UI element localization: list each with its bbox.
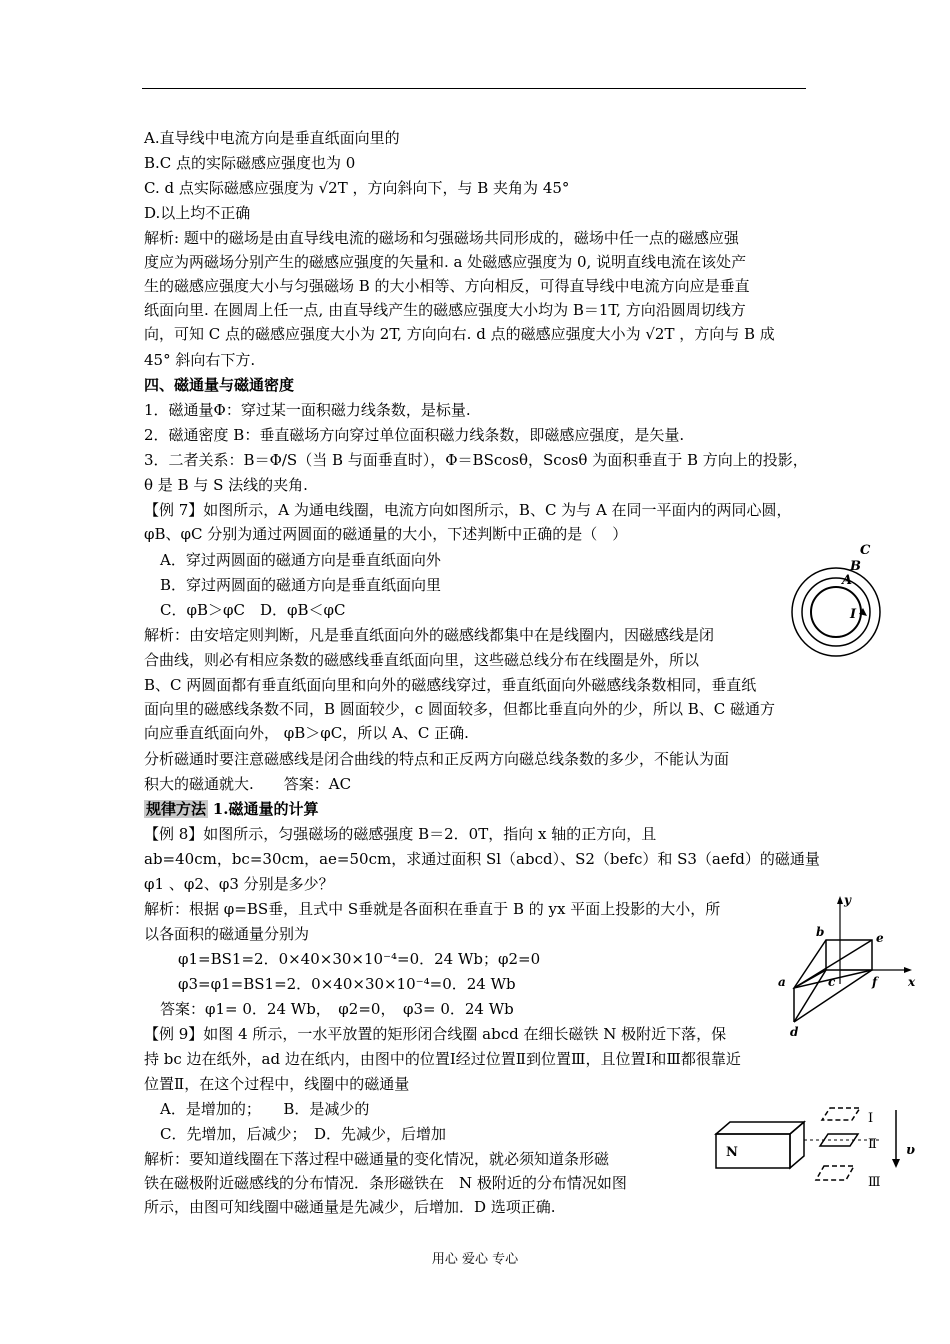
circle-c xyxy=(792,568,880,656)
magnet-side xyxy=(790,1122,804,1168)
ex7-note: 分析磁通时要注意磁感线是闭合曲线的特点和正反两方向磁总线条数的多少，不能认为面 xyxy=(144,750,730,768)
velocity-label: υ xyxy=(906,1143,916,1158)
position-label-1: Ⅰ xyxy=(868,1111,874,1126)
ex7-option-cd: C．φB＞φC D．φB＜φC xyxy=(160,601,346,619)
option-a: A.直导线中电流方向是垂直纸面向里的 xyxy=(144,129,400,147)
coil-position-1 xyxy=(822,1108,860,1120)
velocity-arrow-icon xyxy=(892,1159,900,1168)
analysis-text: 度应为两磁场分别产生的磁感应强度的矢量和. a 处磁感应强度为 0, 说明直线电流在该处产 xyxy=(144,253,747,271)
ex7-option-a: A．穿过两圆面的磁通方向是垂直纸面向外 xyxy=(160,551,441,569)
example-7: 【例 7】如图所示，A 为通电线圈，电流方向如图所示，B、C 为与 A 在同一平面内的两同心圆， xyxy=(144,501,792,519)
label-y: y xyxy=(844,893,851,907)
circle-b xyxy=(802,578,870,646)
label-c: C xyxy=(860,543,871,558)
example-9: 【例 9】如图 4 所示，一水平放置的矩形闭合线圈 abcd 在细长磁铁 N 极附近下落，保 xyxy=(144,1025,727,1043)
label-b: B xyxy=(850,559,861,574)
ex8-formula: φ3=φ1=BS1=2．0×40×30×10⁻⁴=0．24 Wb xyxy=(178,975,516,993)
option-c: C. d 点实际磁感应强度为 √2T ，方向斜向下，与 B 夹角为 45° xyxy=(144,179,570,197)
header-rule xyxy=(142,88,806,89)
analysis-text: 纸面向里. 在圆周上任一点, 由直导线产生的磁感应强度大小均为 B＝1T, 方向沿圆周切线方 xyxy=(144,301,746,319)
section-heading: 四、磁通量与磁通密度 xyxy=(144,376,295,394)
ex9-analysis: 铁在磁极附近磁感线的分布情况．条形磁铁在 N 极附近的分布情况如图 xyxy=(144,1174,627,1192)
method-title: 1.磁通量的计算 xyxy=(212,800,319,818)
ex7-analysis: 合曲线，则必有相应条数的磁感线垂直纸面向里，这些磁总线分布在线圈是外，所以 xyxy=(144,651,700,669)
ex9-analysis: 解析：要知道线圈在下落过程中磁通量的变化情况，就必须知道条形磁 xyxy=(144,1150,610,1168)
analysis-text: 向，可知 C 点的磁感应强度大小为 2T, 方向向右. d 点的磁感应强度大小为 √2T ，方向与 B 成 xyxy=(144,325,775,343)
label-f: f xyxy=(872,975,878,989)
label-a: A xyxy=(842,573,853,588)
label-x: x xyxy=(908,975,916,989)
method-tag: 规律方法 xyxy=(146,800,207,818)
ex8-formula: φ1=BS1=2．0×40×30×10⁻⁴=0．24 Wb；φ2=0 xyxy=(178,950,541,968)
example-8: 【例 8】如图所示，匀强磁场的磁感强度 B＝2．0T，指向 x 轴的正方向，且 xyxy=(144,825,657,843)
ex7-analysis: 解析：由安培定则判断，凡是垂直纸面向外的磁感线都集中在是线圈内，因磁感线是闭 xyxy=(144,626,715,644)
example-7: φB、φC 分别为通过两圆面的磁通量的大小，下述判断中正确的是（ ） xyxy=(144,525,628,543)
prism-axes-figure xyxy=(772,892,922,1042)
label-a: a xyxy=(778,975,786,989)
ex8-analysis: 以各面积的磁通量分别为 xyxy=(144,925,310,943)
ex7-analysis: B、C 两圆面都有垂直纸面向里和向外的磁感线穿过，垂直纸面向外磁感线条数相同，垂直纸 xyxy=(144,676,757,694)
position-label-2: Ⅱ xyxy=(868,1137,877,1152)
option-b: B.C 点的实际磁感应强度也为 0 xyxy=(144,154,356,172)
label-current: I xyxy=(850,607,857,622)
option-d: D.以上均不正确 xyxy=(144,204,251,222)
example-9: 持 bc 边在纸外，ad 边在纸内，由图中的位置Ⅰ经过位置Ⅱ到位置Ⅲ，且位置Ⅰ和Ⅲ都很靠近 xyxy=(144,1050,741,1068)
definition-item: 3．二者关系：B＝Φ/S（当 B 与面垂直时），Φ＝BScosθ，Scosθ 为面积垂直于 B 方向上的投影， xyxy=(144,451,808,469)
definition-item: θ 是 B 与 S 法线的夹角. xyxy=(144,476,308,494)
concentric-circles-figure xyxy=(788,542,884,666)
ex7-analysis: 面向里的磁感线条数不同，B 圆面较少，c 圆面较多，但都比垂直向外的少，所以 B、C 磁通方 xyxy=(144,700,776,718)
ex7-answer: 积大的磁通就大. 答案：AC xyxy=(144,775,352,793)
ex8-analysis: 解析：根据 φ=BS垂，且式中 S垂就是各面积在垂直于 B 的 yx 平面上投影的大小，所 xyxy=(144,900,721,918)
magnet-top xyxy=(716,1122,804,1134)
ex9-analysis: 所示，由图可知线圈中磁通量是先减少，后增加．D 选项正确. xyxy=(144,1198,556,1216)
ex9-option-ab: A．是增加的； B．是减少的 xyxy=(160,1100,370,1118)
example-8: φ1 、φ2、φ3 分别是多少？ xyxy=(144,875,334,893)
definition-item: 2．磁通密度 B：垂直磁场方向穿过单位面积磁力线条数，即磁感应强度，是矢量. xyxy=(144,426,685,444)
analysis-text: 生的磁感应强度大小与匀强磁场 B 的大小相等、方向相反，可得直导线中电流方向应是垂直 xyxy=(144,277,750,295)
position-label-3: Ⅲ xyxy=(868,1175,881,1190)
label-e: e xyxy=(876,931,884,945)
ex8-answer: 答案：φ1= 0．24 Wb， φ2=0， φ3= 0．24 Wb xyxy=(160,1000,514,1018)
label-b: b xyxy=(816,925,825,939)
ex7-option-b: B．穿过两圆面的磁通方向是垂直纸面向里 xyxy=(160,576,442,594)
magnet-coil-figure xyxy=(712,1100,924,1200)
method-heading xyxy=(144,798,318,820)
definition-item: 1．磁通量Φ：穿过某一面积磁力线条数，是标量. xyxy=(144,401,471,419)
label-d: d xyxy=(790,1025,799,1039)
analysis-text: 45° 斜向右下方. xyxy=(144,351,256,369)
magnet-label-n: N xyxy=(726,1145,738,1160)
ex7-analysis: 向应垂直纸面向外， φB＞φC，所以 A、C 正确. xyxy=(144,724,469,742)
example-9: 位置Ⅱ，在这个过程中，线圈中的磁通量 xyxy=(144,1075,410,1093)
ex9-option-cd: C．先增加，后减少； D．先减少，后增加 xyxy=(160,1125,447,1143)
analysis-text: 解析: 题中的磁场是由直导线电流的磁场和匀强磁场共同形成的，磁场中任一点的磁感应强 xyxy=(144,229,739,247)
label-c: c xyxy=(828,975,836,989)
example-8: ab=40cm，bc=30cm，ae=50cm，求通过面积 Sl（abcd）、S2（befc）和 S3（aefd）的磁通量 xyxy=(144,850,820,868)
coil-position-3 xyxy=(816,1166,854,1180)
page-footer: 用心 爱心 专心 xyxy=(431,1252,519,1267)
